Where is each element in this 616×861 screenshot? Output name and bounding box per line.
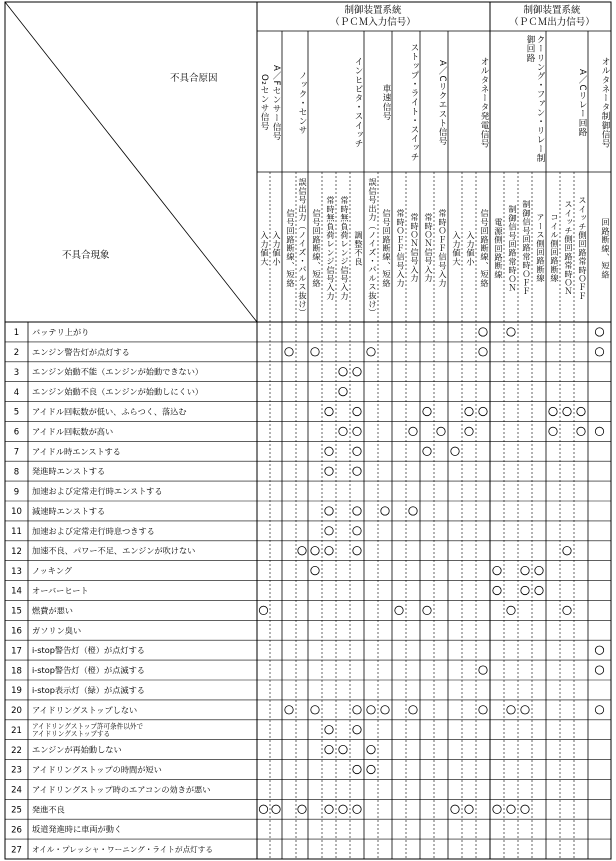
cause-mark <box>353 447 361 455</box>
row-number: 2 <box>13 348 20 359</box>
cause-mark <box>563 547 571 555</box>
component-headers <box>258 35 610 170</box>
column-header-label: 信号回路断線、短絡 <box>382 208 392 288</box>
table-row <box>11 566 73 577</box>
column-header-label: 入力値小 <box>272 230 282 266</box>
component-header-label: ストップ・ライト・スイッチ <box>409 43 419 162</box>
cause-mark <box>521 706 529 714</box>
cause-mark <box>353 547 361 555</box>
cause-mark <box>409 427 417 435</box>
row-label: 燃費が悪い <box>32 605 73 616</box>
cause-mark <box>285 706 293 714</box>
row-number: 12 <box>11 546 22 557</box>
cause-mark <box>423 606 431 614</box>
cause-mark <box>535 566 543 574</box>
row-number: 8 <box>13 467 20 478</box>
cause-mark <box>339 387 347 395</box>
cause-mark <box>285 348 293 356</box>
cause-mark <box>395 606 403 614</box>
cause-mark <box>325 407 333 415</box>
cause-mark <box>479 328 487 336</box>
row-label: オーバーヒート <box>32 585 89 596</box>
table-row <box>11 804 65 815</box>
cause-mark <box>353 726 361 734</box>
row-number: 6 <box>13 427 20 438</box>
row-number: 16 <box>11 626 22 637</box>
cause-mark <box>535 586 543 594</box>
column-header-label: 常時ＯＮ信号入力 <box>410 213 420 283</box>
row-label: i-stop警告灯（橙）が点滅する <box>32 665 145 676</box>
column-header-label: 誤信号出力（ノイズ・パルス抜け） <box>368 178 378 318</box>
table-row <box>14 327 90 338</box>
component-header <box>589 35 610 170</box>
cause-mark <box>521 586 529 594</box>
row-label: アイドル回転数が低い、ふらつく、落込む <box>32 406 187 417</box>
pcm-output-group-subtitle: （ＰＣＭ出力信号） <box>509 17 595 28</box>
cause-label: 不具合原因 <box>170 73 218 84</box>
cause-mark <box>479 348 487 356</box>
table-row <box>11 705 137 716</box>
cause-mark <box>595 328 603 336</box>
table-row <box>14 407 187 418</box>
cause-mark <box>325 726 333 734</box>
column-header <box>336 176 350 320</box>
column-header-label: 電源側回路断線 <box>494 217 504 279</box>
row-label: 加速不良、パワー不足、エンジンが吹けない <box>32 545 196 556</box>
row-label: 発進時エンストする <box>32 466 106 477</box>
column-header <box>518 176 532 320</box>
column-header <box>462 176 476 320</box>
cause-mark <box>563 606 571 614</box>
row-label: 減速時エンストする <box>32 505 106 516</box>
row-label: アイドリングストップの時間が短い <box>32 764 162 775</box>
cause-mark <box>595 666 603 674</box>
column-header <box>588 176 611 320</box>
cause-mark <box>353 706 361 714</box>
column-header <box>406 176 420 320</box>
row-label: エンジン始動不能（エンジンが始動できない） <box>32 366 204 377</box>
component-header-label: 車速信号 <box>381 84 391 121</box>
pcm-output-group-header <box>509 4 595 28</box>
cause-mark <box>272 805 280 813</box>
cause-mark <box>493 566 501 574</box>
cause-mark <box>451 447 459 455</box>
table-row <box>11 844 213 855</box>
column-header-label: 制御信号回路常時ＯＦＦ <box>522 200 532 296</box>
row-label: オイル・プレッシャ・ワーニング・ライトが点灯する <box>32 845 213 855</box>
column-header <box>270 176 282 320</box>
cause-mark <box>259 805 267 813</box>
row-number: 21 <box>11 725 22 736</box>
cause-mark <box>367 348 375 356</box>
row-label: エンジンが再始動しない <box>32 744 122 755</box>
column-header <box>364 176 378 320</box>
table-row <box>11 665 145 676</box>
row-label: アイドリングストップ時のエアコンの効きが悪い <box>32 784 211 795</box>
cause-mark <box>325 547 333 555</box>
column-header-label: 信号回路断線、短絡 <box>286 208 296 288</box>
cause-mark <box>367 745 375 753</box>
cause-mark <box>521 805 529 813</box>
row-label: 坂道発進時に車両が動く <box>32 824 123 835</box>
column-header <box>546 176 560 320</box>
column-header <box>322 176 336 320</box>
row-number: 7 <box>13 447 20 458</box>
table-row <box>14 466 105 477</box>
cause-mark <box>479 706 487 714</box>
column-header-label: 常時ＯＦＦ信号入力 <box>396 208 406 288</box>
column-header-label: 常時ＯＮ信号入力 <box>424 213 434 283</box>
table-row <box>14 446 121 457</box>
row-number: 3 <box>13 367 20 378</box>
table-row <box>11 586 88 597</box>
cause-mark <box>423 407 431 415</box>
cause-mark <box>353 407 361 415</box>
row-number: 14 <box>11 586 22 597</box>
row-label: i-stop警告灯（橙）が点灯する <box>32 645 145 656</box>
table-row <box>11 784 210 795</box>
column-header-label: コイル側回路断線 <box>550 213 560 283</box>
cause-mark <box>479 666 487 674</box>
column-header-label: 常時無負荷レンジ信号入力 <box>340 195 350 301</box>
cause-mark <box>465 407 473 415</box>
cause-mark <box>577 407 585 415</box>
row-label: アイドル回転数が高い <box>32 426 114 437</box>
cause-mark <box>423 447 431 455</box>
table-row <box>11 645 145 656</box>
column-header <box>490 176 504 320</box>
column-header-label: 入力値大 <box>260 230 270 266</box>
header-diagonal <box>5 2 257 322</box>
cause-mark <box>367 706 375 714</box>
cause-mark <box>507 606 515 614</box>
cause-mark <box>311 348 319 356</box>
component-header <box>393 35 419 170</box>
cause-mark <box>451 805 459 813</box>
column-header-label: 誤信号出力（ノイズ・パルス抜け） <box>298 178 308 318</box>
column-header-label: 調整不良 <box>354 230 364 266</box>
column-header-label: 常時無負荷レンジ信号入力 <box>326 195 336 301</box>
cause-mark <box>595 706 603 714</box>
phenomenon-rows <box>11 327 213 855</box>
row-number: 15 <box>11 606 22 617</box>
cause-mark <box>311 566 319 574</box>
row-number: 19 <box>11 686 22 697</box>
column-header <box>504 176 518 320</box>
component-header-label: A／Fセンサー信号 <box>271 64 281 141</box>
component-header <box>491 35 545 170</box>
cause-mark <box>325 447 333 455</box>
phenomenon-label: 不具合現象 <box>62 250 110 261</box>
table-row <box>11 526 155 537</box>
cause-mark <box>507 706 515 714</box>
cause-mark <box>493 805 501 813</box>
cause-mark <box>521 566 529 574</box>
row-number: 25 <box>11 805 22 816</box>
row-number: 9 <box>13 487 20 498</box>
component-header-label: A／Cリレー回路 <box>577 68 587 137</box>
cause-mark <box>367 765 375 773</box>
row-label: 発進不良 <box>32 804 65 815</box>
column-header <box>308 176 322 320</box>
cause-mark <box>479 407 487 415</box>
cause-mark <box>507 328 515 336</box>
component-header <box>258 35 269 170</box>
cause-mark <box>353 427 361 435</box>
row-label: アイドル時エンストする <box>32 446 121 457</box>
table-row <box>11 625 81 636</box>
column-header-label: スイッチ側回路常時ＯＮ <box>564 200 574 296</box>
table-row <box>11 685 145 696</box>
row-label: エンジン始動不良（エンジンが始動しにくい） <box>32 386 204 397</box>
table-row <box>11 506 105 517</box>
table-row <box>14 426 113 437</box>
cause-mark <box>339 745 347 753</box>
component-header <box>283 35 307 170</box>
cause-mark <box>437 427 445 435</box>
row-number: 18 <box>11 666 22 677</box>
column-header <box>560 176 574 320</box>
column-header-label: スイッチ側回路常時ＯＦＦ <box>578 195 588 301</box>
cause-mark <box>298 805 306 813</box>
cause-mark <box>563 407 571 415</box>
cause-mark <box>381 507 389 515</box>
pcm-output-group-title: 制御装置系統 <box>523 5 581 16</box>
row-number: 27 <box>11 845 22 856</box>
row-number: 1 <box>13 328 20 339</box>
column-header <box>476 176 490 320</box>
column-header-label: アース側回路断線 <box>536 213 546 283</box>
row-number: 22 <box>11 745 22 756</box>
row-number: 10 <box>11 507 22 518</box>
column-header-label: 信号回路断線、短絡 <box>312 208 322 288</box>
cause-mark <box>298 547 306 555</box>
cause-mark <box>325 805 333 813</box>
row-number: 4 <box>13 387 20 398</box>
column-header <box>350 176 364 320</box>
column-header-label: 入力値小 <box>466 230 476 266</box>
component-header-label: オルタネータ制御信号 <box>600 57 610 148</box>
column-header <box>434 176 448 320</box>
component-header-label: ノック・センサ <box>297 70 307 135</box>
cause-mark <box>549 407 557 415</box>
cause-mark <box>465 427 473 435</box>
component-header-label: クーリング・ファン・リレー制御回路 <box>525 35 545 163</box>
component-header-label: A／Cリクエスト信号 <box>437 59 447 146</box>
cause-mark <box>493 586 501 594</box>
column-header <box>532 176 546 320</box>
table-row <box>14 486 163 497</box>
cause-mark <box>325 467 333 475</box>
component-header <box>547 35 587 170</box>
column-header-label: 制御信号回路常時ＯＮ <box>508 204 518 292</box>
component-header <box>365 35 391 170</box>
cause-mark <box>381 706 389 714</box>
row-label: アイドリングストップしない <box>32 704 138 715</box>
component-header <box>271 35 281 170</box>
row-number: 20 <box>11 706 22 717</box>
cause-mark <box>353 368 361 376</box>
cause-mark <box>507 805 515 813</box>
cause-mark <box>353 765 361 773</box>
row-number: 17 <box>11 646 22 657</box>
table-row <box>11 722 143 738</box>
component-header <box>421 35 447 170</box>
column-header <box>257 176 270 320</box>
column-header <box>420 176 434 320</box>
row-label: ノッキング <box>32 565 73 576</box>
cause-mark <box>325 745 333 753</box>
cause-mark <box>353 467 361 475</box>
row-label: エンジン警告灯が点灯する <box>32 346 130 357</box>
cause-mark <box>595 348 603 356</box>
table-row <box>14 347 130 358</box>
column-header-label: 常時ＯＦＦ信号入力 <box>438 208 448 288</box>
column-header-label: 入力値大 <box>452 230 462 266</box>
cause-mark <box>409 706 417 714</box>
cause-mark <box>595 427 603 435</box>
row-number: 24 <box>11 785 22 796</box>
cause-marks <box>259 328 603 814</box>
column-header-label: 信号回路断線、短絡 <box>480 208 490 288</box>
component-header-label: インヒビタ・スイッチ <box>353 57 363 148</box>
cause-mark <box>325 527 333 535</box>
column-header <box>378 176 392 320</box>
cause-mark <box>311 706 319 714</box>
cause-mark <box>595 646 603 654</box>
table-row <box>11 605 73 616</box>
row-label: i-stop表示灯（緑）が点滅する <box>32 684 145 695</box>
component-header <box>449 35 489 170</box>
component-header <box>309 35 363 170</box>
table-row <box>11 765 162 776</box>
cause-mark <box>549 427 557 435</box>
cause-mark <box>353 527 361 535</box>
cause-mark <box>353 507 361 515</box>
cause-mark <box>577 427 585 435</box>
column-header <box>296 176 308 320</box>
row-label: 加速および定常走行時エンストする <box>32 486 163 497</box>
row-number: 13 <box>11 566 22 577</box>
row-number: 23 <box>11 765 22 776</box>
row-label: 加速および定常走行時息つきする <box>32 525 155 536</box>
row-number: 5 <box>13 407 20 418</box>
column-header <box>448 176 462 320</box>
column-header-label: 回路断線、短絡 <box>601 217 611 279</box>
row-label: バッテリ上がり <box>32 326 90 337</box>
cause-mark <box>409 507 417 515</box>
pcm-input-group-header <box>330 4 416 28</box>
cause-mark <box>339 427 347 435</box>
component-header-label: オルタネータ発電信号 <box>479 57 489 148</box>
cause-mark <box>259 606 267 614</box>
cause-mark <box>325 507 333 515</box>
table-row <box>14 367 203 378</box>
pcm-input-group-subtitle: （ＰＣＭ入力信号） <box>330 17 416 28</box>
column-header <box>392 176 406 320</box>
cause-mark <box>465 805 473 813</box>
cause-mark <box>353 805 361 813</box>
row-label: ガソリン臭い <box>32 625 82 636</box>
column-header <box>574 176 588 320</box>
row-number: 11 <box>11 527 22 538</box>
pcm-input-group-title: 制御装置系統 <box>344 5 402 16</box>
table-row <box>14 387 203 398</box>
table-row <box>11 546 195 557</box>
row-label: アイドリングストップ許可条件以外でアイドリングストップする <box>32 722 144 738</box>
column-header <box>282 176 296 320</box>
row-number: 26 <box>11 825 22 836</box>
cause-mark <box>311 547 319 555</box>
cause-mark <box>339 805 347 813</box>
column-headers <box>257 176 611 320</box>
cause-mark <box>339 368 347 376</box>
component-header-label: O₂センサ信号 <box>259 74 269 131</box>
